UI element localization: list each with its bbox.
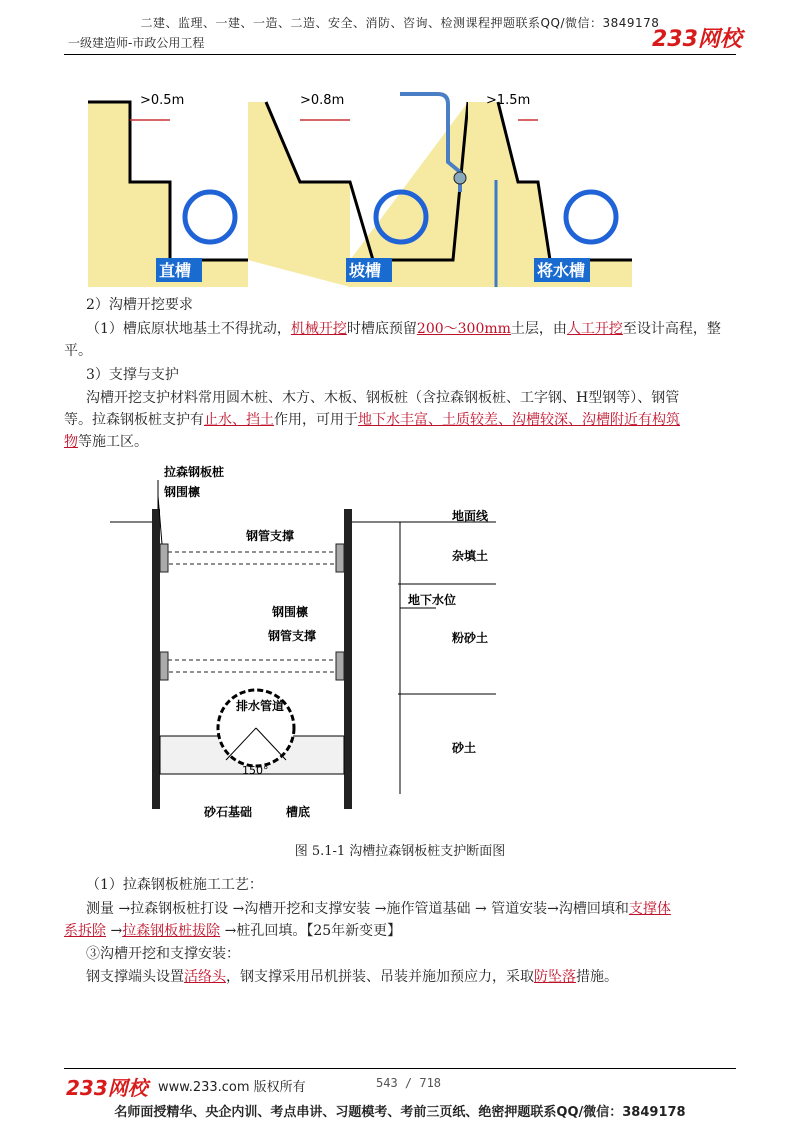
section-3-line-1: 沟槽开挖支护材料常用圆木桩、木方、木板、钢板桩（含拉森钢板桩、工字钢、H型钢等）、钢管 [86,390,680,406]
header-sub-line: 一级建造师-市政公用工程 [68,36,205,50]
label-steel-sheet-pile: 拉森钢板桩 [164,465,225,479]
label-dewater-trench: 将水槽 [537,261,586,280]
step-3-title: ③沟槽开挖和支撑安装： [86,946,240,962]
label-steel-strut-mid: 钢管支撑 [268,629,317,643]
right-sheet-pile [344,509,352,809]
label-ground-line: 地面线 [452,509,489,523]
figure-caption: 图 5.1-1 沟槽拉森钢板桩支护断面图 [294,844,506,859]
label-silty-sand: 粉砂土 [452,631,489,645]
footer-rule [64,1068,736,1069]
label-steel-waler-top: 钢围檩 [164,485,201,499]
label-drain-pipe: 排水管道 [236,699,285,713]
label-fill-soil: 杂填土 [452,549,489,563]
process-title: （1）拉森钢板桩施工工艺： [86,877,263,893]
label-gravel-base: 砂石基础 [204,805,253,819]
left-sheet-pile [152,509,160,809]
section-2-paragraph-cont: 平。 [64,343,92,359]
trench-types-figure [88,82,632,287]
header-rule [64,54,736,55]
brand-logo: 233网校 [652,27,742,52]
width-label-dewater: >1.5m [486,93,531,108]
label-steel-strut-top: 钢管支撑 [246,529,295,543]
label-angle: 150° [242,764,269,777]
page-number: 543 / 718 [376,1076,442,1090]
label-sand-soil: 砂土 [452,741,477,755]
label-steel-waler-mid: 钢围檩 [272,605,309,619]
label-direct-trench: 直槽 [159,261,192,280]
step-3-paragraph: 钢支撑端头设置活络头，钢支撑采用吊机拼装、吊装并施加预应力，采取防坠落措施。 [86,969,618,985]
section-2-paragraph: （1）槽底原状地基土不得扰动，机械开挖时槽底预留200～300mm土层，由人工开挖至设计高程，整 [86,321,721,337]
footer-logo: 233网校 [66,1076,148,1100]
width-label-direct: >0.5m [140,93,185,108]
footer-bottom-line: 名师面授精华、央企内训、考点串讲、习题模考、考前三页纸、绝密押题联系QQ/微信：3849178 [114,1105,686,1120]
section-3-line-3: 物等施工区。 [64,434,148,450]
section-3-title: 3）支撑与支护 [86,367,179,383]
process-line-2: 系拆除 →拉森钢板桩拔除 →桩孔回填。【25年新变更】 [64,923,402,939]
header-top-line: 二建、监理、一建、一造、二造、安全、消防、咨询、检测课程押题联系QQ/微信：3849178 [140,16,660,30]
width-label-slope: >0.8m [300,93,345,108]
section-2-title: 2）沟槽开挖要求 [86,297,193,313]
footer-site: www.233.com 版权所有 [158,1080,306,1095]
label-trench-bottom: 槽底 [286,805,311,819]
label-groundwater: 地下水位 [408,593,457,607]
process-line-1: 测量 →拉森钢板桩打设 →沟槽开挖和支撑安装 →施作管道基础 → 管道安装→沟槽回填和支撑体 [86,901,671,917]
label-slope-trench: 坡槽 [349,261,382,280]
section-3-line-2: 等。拉森钢板桩支护有止水、挡土作用，可用于地下水丰富、土质较差、沟槽较深、沟槽附近有构筑 [64,412,680,428]
sheet-pile-section-figure [96,464,516,840]
